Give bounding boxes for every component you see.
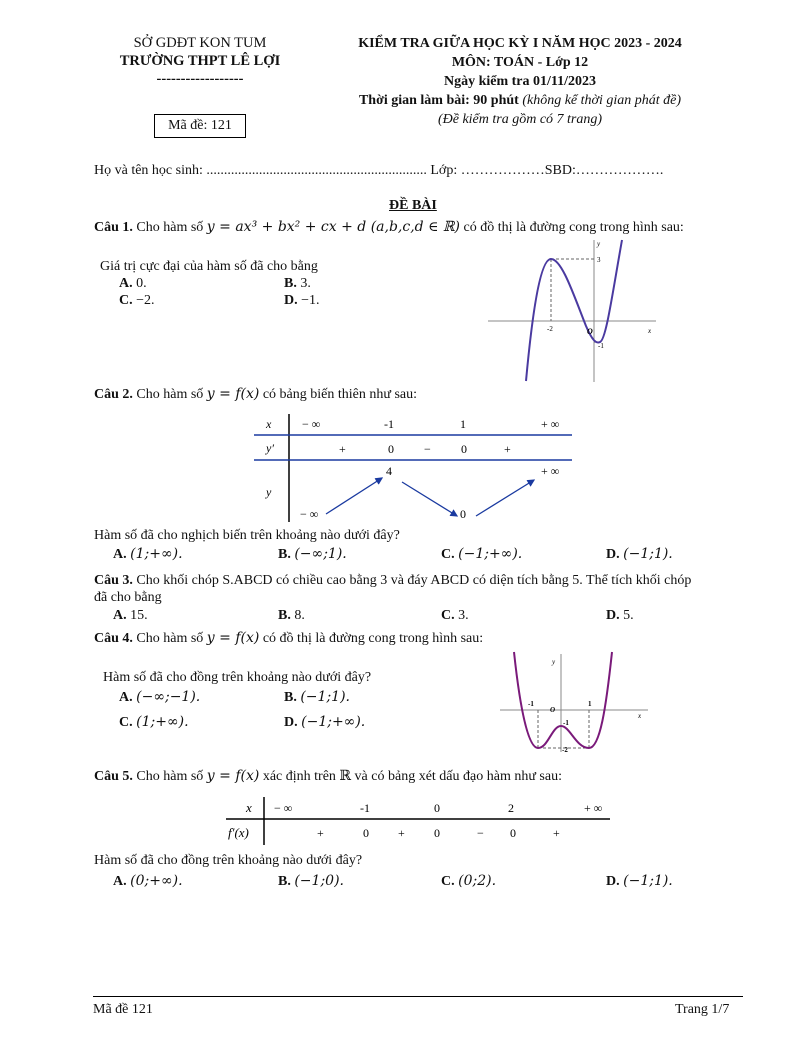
q3-option-d: D. 5. [606, 608, 634, 623]
q5-x-val-2: 0 [434, 801, 440, 815]
q5-x-val-0: − ∞ [274, 801, 293, 815]
q5-sign-0: + [317, 826, 324, 840]
q4-ymin-label: -2 [562, 746, 568, 754]
q4-quartic-graph [500, 648, 650, 754]
q5-question: Hàm số đã cho đồng trên khoảng nào dưới đây? [94, 853, 363, 868]
school-header [100, 34, 300, 88]
q2-option-c: C. (−1;+∞). [441, 546, 523, 562]
q1-x-label: x [648, 327, 652, 335]
q2-variation-table [254, 414, 574, 524]
exam-title: KIỂM TRA GIỮA HỌC KỲ I NĂM HỌC 2023 - 2024 [358, 36, 682, 51]
q3-stem-line1: Câu 3. Cho khối chóp S.ABCD có chiều cao bằng 3 và đáy ABCD có diện tích bằng 5. Thể tích khối chóp [94, 573, 692, 588]
q5-x-val-1: -1 [360, 801, 370, 815]
school-name: TRƯỜNG THPT LÊ LỢI [119, 53, 281, 69]
q2-y-label: y [266, 485, 272, 499]
q5-x-val-3: 2 [508, 801, 514, 815]
q5-x-label: x [246, 800, 252, 815]
page-footer [93, 996, 743, 997]
exam-date: Ngày kiểm tra 01/11/2023 [443, 74, 597, 89]
q4-xneg-label: -1 [528, 700, 534, 708]
q2-x-val-3: + ∞ [541, 417, 560, 431]
q2-y-val-3: + ∞ [541, 464, 560, 478]
q2-arrow-up-1 [326, 478, 382, 514]
q2-y-val-0: − ∞ [300, 507, 319, 521]
q1-question: Giá trị cực đại của hàm số đã cho bằng [100, 259, 318, 274]
q2-option-d: D. (−1;1). [606, 546, 673, 562]
q4-question: Hàm số đã cho đồng trên khoảng nào dưới đây? [103, 670, 372, 685]
q2-stem: Câu 2. Cho hàm số y = f(x) có bảng biến thiên như sau: [94, 386, 418, 402]
q2-sign-0: + [339, 442, 346, 456]
q1-max-label: 3 [597, 256, 601, 264]
q2-arrow-up-2 [476, 480, 534, 516]
exam-duration: Thời gian làm bài: 90 phút (không kể thời gian phát đề) [358, 93, 682, 108]
q2-sign-4: + [504, 442, 511, 456]
exam-header [330, 34, 710, 129]
q2-x-val-0: − ∞ [302, 417, 321, 431]
q4-x-label: x [638, 712, 642, 720]
q5-sign-4: − [477, 826, 484, 840]
q2-y-val-2: 0 [460, 507, 466, 521]
q1-option-c: C. −2. [119, 293, 155, 308]
q1-cubic-graph [488, 236, 660, 384]
q1-y-label: y [597, 240, 601, 248]
q4-option-b: B. (−1;1). [284, 689, 350, 705]
q2-yp-label: y′ [266, 441, 274, 455]
q1-stem: Câu 1. Cho hàm số y = ax³ + bx² + cx + d (a,b,c,d ∈ ℝ) có đồ thị là đường cong trong hình sau: [94, 219, 684, 235]
q3-option-b: B. 8. [278, 608, 305, 623]
q3-option-c: C. 3. [441, 608, 469, 623]
q2-x-val-2: 1 [460, 417, 466, 431]
q4-ymid-label: -1 [563, 719, 569, 727]
page-count-note: (Đề kiểm tra gồm có 7 trang) [437, 112, 603, 127]
q1-option-a: A. 0. [119, 276, 147, 291]
exam-code-box: Mã đề: 121 [154, 114, 246, 138]
q2-option-a: A. (1;+∞). [113, 546, 183, 562]
q2-question: Hàm số đã cho nghịch biến trên khoảng nào dưới đây? [94, 528, 400, 543]
q1-origin-label: O [587, 327, 593, 336]
footer-exam-code: Mã đề 121 [93, 1002, 153, 1017]
q5-option-d: D. (−1;1). [606, 873, 673, 889]
q4-option-d: D. (−1;+∞). [284, 714, 366, 730]
q4-option-a: A. (−∞;−1). [119, 689, 201, 705]
q5-stem: Câu 5. Cho hàm số y = f(x) xác định trên ℝ và có bảng xét dấu đạo hàm như sau: [94, 768, 562, 784]
q3-stem-line2: đã cho bằng [94, 590, 162, 605]
q5-option-a: A. (0;+∞). [113, 873, 183, 889]
q4-option-c: C. (1;+∞). [119, 714, 189, 730]
q2-y-val-1: 4 [386, 464, 392, 478]
q4-stem: Câu 4. Cho hàm số y = f(x) có đồ thị là đường cong trong hình sau: [94, 630, 484, 646]
subject: MÔN: TOÁN - Lớp 12 [451, 55, 589, 70]
q5-sign-6: + [553, 826, 560, 840]
q4-origin-label: O [550, 706, 556, 714]
q2-option-b: B. (−∞;1). [278, 546, 347, 562]
q3-option-a: A. 15. [113, 608, 148, 623]
header-divider: ------------------ [156, 71, 244, 87]
q4-y-label: y [552, 658, 556, 666]
section-title: ĐỀ BÀI [389, 198, 437, 213]
q1-min-label: -1 [598, 342, 604, 350]
q1-xneg-label: -2 [547, 325, 553, 333]
q4-xpos-label: 1 [588, 700, 592, 708]
q2-x-val-1: -1 [384, 417, 394, 431]
student-info-line: Họ và tên học sinh: ............................................................... Lớp: ………………SBD:………………. [94, 163, 664, 178]
q5-option-c: C. (0;2). [441, 873, 497, 889]
department-name: SỞ GDĐT KON TUM [133, 35, 267, 51]
q5-sign-5: 0 [510, 826, 516, 840]
q1-option-d: D. −1. [284, 293, 320, 308]
q2-sign-1: 0 [388, 442, 394, 456]
q2-sign-3: 0 [461, 442, 467, 456]
q5-sign-table [226, 797, 612, 847]
q1-curve [526, 240, 622, 381]
q5-x-val-4: + ∞ [584, 801, 603, 815]
q2-arrow-down [402, 482, 457, 516]
q5-option-b: B. (−1;0). [278, 873, 344, 889]
q2-sign-2: − [424, 442, 431, 456]
q5-sign-1: 0 [363, 826, 369, 840]
footer-page-number: Trang 1/7 [675, 1002, 730, 1017]
q5-fp-label: f′(x) [228, 825, 249, 840]
q5-sign-2: + [398, 826, 405, 840]
q1-option-b: B. 3. [284, 276, 311, 291]
q2-x-label: x [266, 417, 272, 431]
q5-sign-3: 0 [434, 826, 440, 840]
